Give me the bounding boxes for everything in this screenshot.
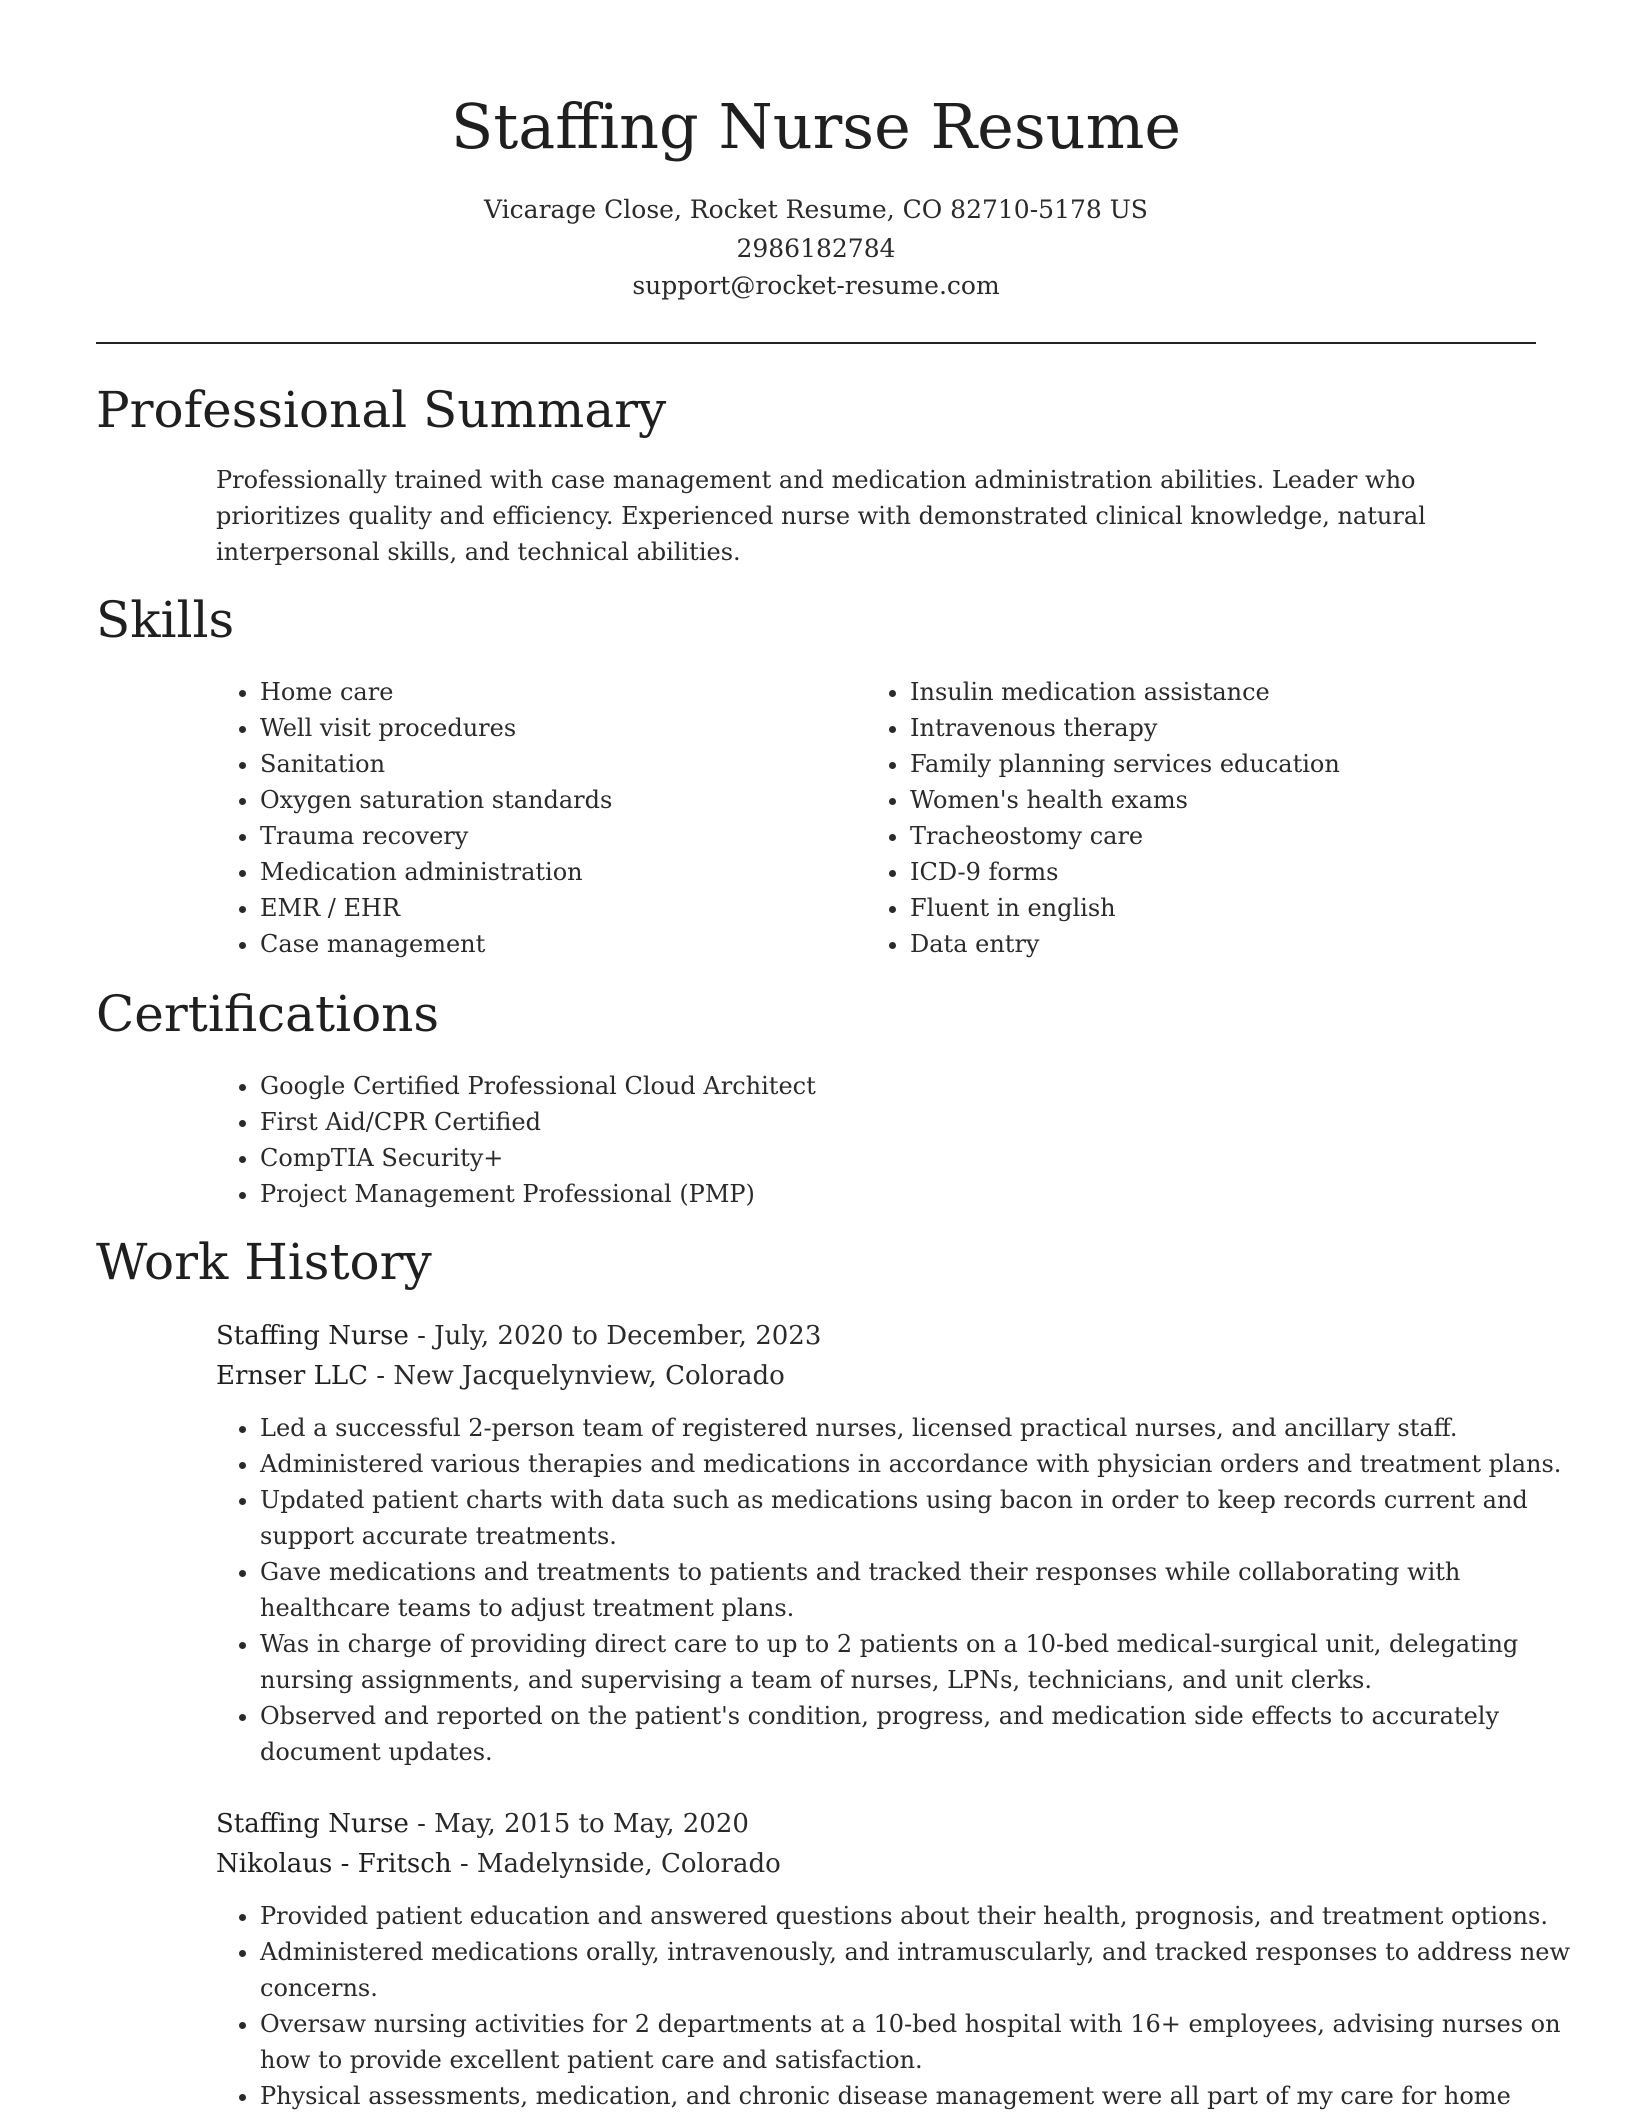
list-item: • Data entry xyxy=(910,926,1570,962)
list-item: • Provided patient education and answered questions about their health, prognosis, and treatment options. xyxy=(260,1898,1580,1934)
summary-heading: Professional Summary xyxy=(96,381,667,439)
list-item: • Was in charge of providing direct care to up to 2 patients on a 10-bed medical-surgical unit, delegating nursing assignments, and supervising a team of nurses, LPNs, technicians, and unit clerks. xyxy=(260,1626,1580,1698)
job-2-bullets xyxy=(216,1898,1580,2114)
list-item: • Well visit procedures xyxy=(260,710,820,746)
list-item: • EMR / EHR xyxy=(260,890,820,926)
contact-address: Vicarage Close, Rocket Resume, CO 82710-5178 US xyxy=(484,195,1148,224)
list-item: • Home care xyxy=(260,674,820,710)
skills-list-left xyxy=(216,674,820,962)
list-item: • Led a successful 2-person team of registered nurses, licensed practical nurses, and ancillary staff. xyxy=(260,1410,1580,1446)
list-item: • Physical assessments, medication, and chronic disease management were all part of my care for home xyxy=(260,2078,1580,2114)
list-item: • Updated patient charts with data such as medications using bacon in order to keep records current and support accurate treatments. xyxy=(260,1482,1580,1554)
list-item: • Google Certified Professional Cloud Architect xyxy=(260,1068,1580,1104)
job-1-bullets xyxy=(216,1410,1580,1770)
list-item: • CompTIA Security+ xyxy=(260,1140,1580,1176)
job-location: - New Jacquelynview, Colorado xyxy=(368,1361,785,1391)
list-item: • Observed and reported on the patient's condition, progress, and medication side effects to accurately document updates. xyxy=(260,1698,1580,1770)
resume-title: Staffing Nurse Resume xyxy=(450,90,1182,163)
list-item: • Family planning services education xyxy=(910,746,1570,782)
list-item: • Trauma recovery xyxy=(260,818,820,854)
job-company: Nikolaus - Fritsch xyxy=(216,1849,452,1879)
header-divider xyxy=(96,342,1536,344)
list-item: • Administered various therapies and medications in accordance with physician orders and treatment plans. xyxy=(260,1446,1580,1482)
job-title: Staffing Nurse xyxy=(216,1809,409,1839)
job-2-company-line xyxy=(216,1844,781,1884)
list-item: • Project Management Professional (PMP) xyxy=(260,1176,1580,1212)
job-2-title-line xyxy=(216,1804,749,1844)
contact-email: support@rocket-resume.com xyxy=(632,271,1000,300)
list-item: • Tracheostomy care xyxy=(910,818,1570,854)
list-item: • ICD-9 forms xyxy=(910,854,1570,890)
job-company: Ernser LLC xyxy=(216,1361,369,1391)
certifications-heading: Certifications xyxy=(96,985,440,1043)
list-item: • Fluent in english xyxy=(910,890,1570,926)
list-item: • Case management xyxy=(260,926,820,962)
job-dates: - May, 2015 to May, 2020 xyxy=(408,1809,749,1839)
list-item: • Medication administration xyxy=(260,854,820,890)
list-item: • Sanitation xyxy=(260,746,820,782)
list-item: • Administered medications orally, intravenously, and intramuscularly, and tracked responses to address new concerns. xyxy=(260,1934,1580,2006)
list-item: • Intravenous therapy xyxy=(910,710,1570,746)
job-title: Staffing Nurse xyxy=(216,1321,409,1351)
list-item: • Gave medications and treatments to patients and tracked their responses while collaborating with healthcare teams to adjust treatment plans. xyxy=(260,1554,1580,1626)
work-history-heading: Work History xyxy=(96,1233,432,1291)
list-item: • Insulin medication assistance xyxy=(910,674,1570,710)
list-item: • Oversaw nursing activities for 2 departments at a 10-bed hospital with 16+ employees, advising nurses on how to provide excellent patient care and satisfaction. xyxy=(260,2006,1580,2078)
job-dates: - July, 2020 to December, 2023 xyxy=(408,1321,822,1351)
summary-text: Professionally trained with case management and medication administration abilities. Leader who prioritizes quality and efficiency. Experienced nurse with demonstrated clinical knowledge, natural interpersonal skills, and technical abilities. xyxy=(216,466,1426,566)
job-1-title-line xyxy=(216,1316,821,1356)
job-location: - Madelynside, Colorado xyxy=(451,1849,781,1879)
list-item: • Women's health exams xyxy=(910,782,1570,818)
skills-heading: Skills xyxy=(96,591,235,649)
skills-list-right xyxy=(866,674,1570,962)
list-item: • Oxygen saturation standards xyxy=(260,782,820,818)
list-item: • First Aid/CPR Certified xyxy=(260,1104,1580,1140)
certifications-list xyxy=(216,1068,1580,1212)
contact-phone: 2986182784 xyxy=(736,234,896,263)
job-1-company-line xyxy=(216,1356,785,1396)
